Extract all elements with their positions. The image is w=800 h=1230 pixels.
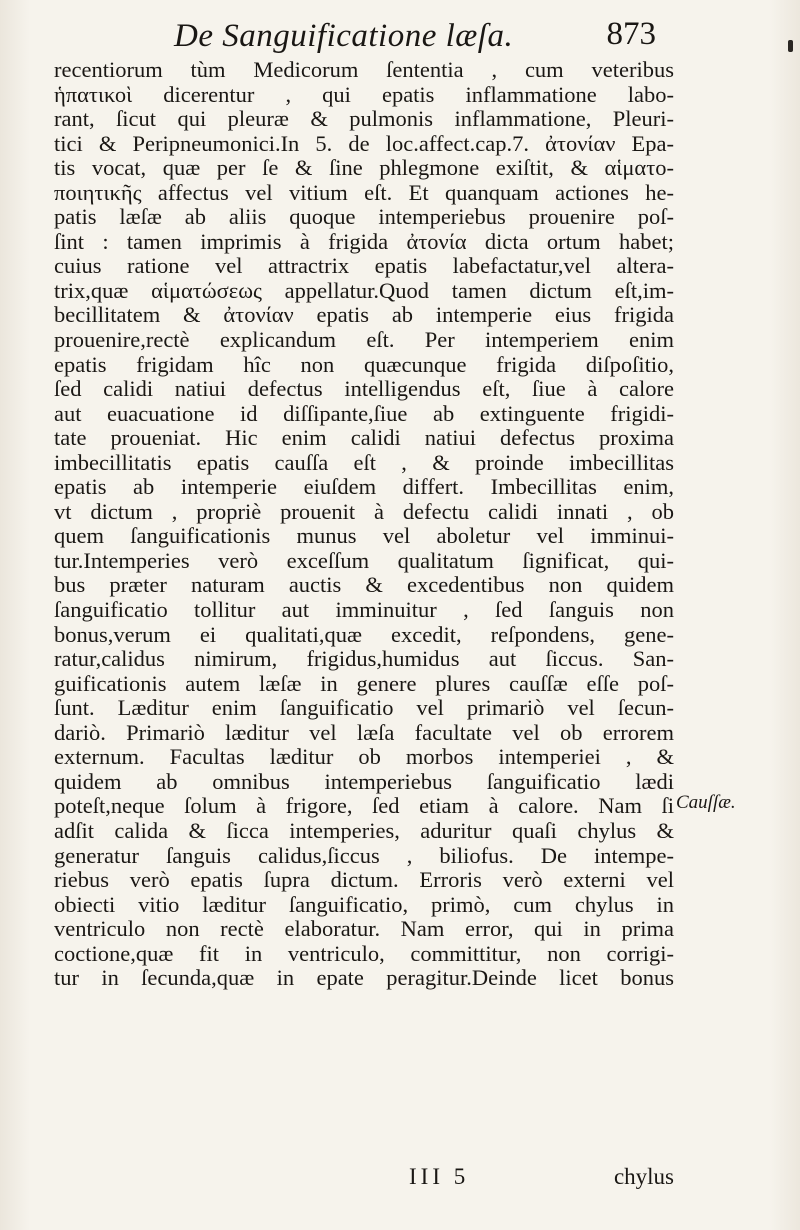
text-line: ποιητικῆς affectus vel vitium eſt. Et quanquam actiones he- bbox=[54, 180, 674, 205]
text-line: patis læſæ ab aliis quoque intemperiebus prouenire poſ- bbox=[54, 205, 674, 230]
text-line: quidem ab omnibus intemperiebus ſanguificatio lædi bbox=[54, 769, 674, 794]
catchword: chylus bbox=[613, 1164, 674, 1189]
text-line: imbecillitatis epatis cauſſa eſt , & proinde imbecillitas bbox=[54, 450, 674, 475]
text-line: bonus,verum ei qualitati,quæ excedit, reſpondens, gene- bbox=[54, 622, 674, 647]
text-line: tis vocat, quæ per ſe & ſine phlegmone exiſtit, & αἱματο- bbox=[54, 156, 674, 181]
text-line: epatis ab intemperie eiuſdem differt. Imbecillitas enim, bbox=[54, 475, 674, 500]
text-line: poteſt,neque ſolum à frigore, ſed etiam à calore. Nam ſi bbox=[54, 794, 674, 819]
text-line: ἡπατικοὶ dicerentur , qui epatis inflammatione labo- bbox=[54, 82, 674, 107]
text-line: cuius ratione vel attractrix epatis labefactatur,vel altera- bbox=[54, 254, 674, 279]
text-line: tate proueniat. Hic enim calidi natiui defectus proxima bbox=[54, 426, 674, 451]
text-line: becillitatem & ἀτονίαν epatis ab intemperie eius frigida bbox=[54, 303, 674, 328]
text-line: bus præter naturam auctis & excedentibus non quidem bbox=[54, 573, 674, 598]
running-title: De Sanguificatione læſa. bbox=[174, 18, 514, 54]
text-line: rant, ſicut qui pleuræ & pulmonis inflammatione, Pleuri- bbox=[54, 107, 674, 132]
text-line: adſit calida & ſicca intemperies, aduritur quaſi chylus & bbox=[54, 818, 674, 843]
text-line: dariò. Primariò læditur vel læſa facultate vel ob errorem bbox=[54, 720, 674, 745]
text-line: ſed calidi natiui defectus intelligendus eſt, ſiue à calore bbox=[54, 377, 674, 402]
text-line: guificationis autem læſæ in genere plures cauſſæ eſſe poſ- bbox=[54, 671, 674, 696]
text-line: ſanguificatio tollitur aut imminuitur , ſed ſanguis non bbox=[54, 598, 674, 623]
text-line: trix,quæ αἱματώσεως appellatur.Quod tamen dictum eſt,im- bbox=[54, 278, 674, 303]
body-text bbox=[54, 58, 674, 991]
text-line: externum. Facultas læditur ob morbos intemperiei , & bbox=[54, 745, 674, 770]
text-line: epatis frigidam hîc non quæcunque frigida diſpoſitio, bbox=[54, 352, 674, 377]
page-header bbox=[56, 14, 656, 58]
page-edge-mark bbox=[788, 40, 793, 52]
text-line: ventriculo non rectè elaboratur. Nam error, qui in prima bbox=[54, 917, 674, 942]
text-line: tici & Peripneumonici.In 5. de loc.affect.cap.7. ἀτονίαν Epa- bbox=[54, 131, 674, 156]
page-number: 873 bbox=[606, 16, 656, 52]
text-line: ſunt. Læditur enim ſanguificatio vel primariò vel ſecun- bbox=[54, 696, 674, 721]
page-footer bbox=[54, 1164, 674, 1194]
text-line: quem ſanguificationis munus vel aboletur vel imminui- bbox=[54, 524, 674, 549]
text-line: vt dictum , propriè prouenit à defectu calidi innati , ob bbox=[54, 499, 674, 524]
text-line: generatur ſanguis calidus,ſiccus , biliofus. De intempe- bbox=[54, 843, 674, 868]
text-line: ratur,calidus nimirum, frigidus,humidus aut ſiccus. San- bbox=[54, 647, 674, 672]
marginal-note: Cauſſæ. bbox=[676, 792, 736, 813]
signature-mark: III 5 bbox=[409, 1164, 470, 1189]
text-line: prouenire,rectè explicandum eſt. Per intemperiem enim bbox=[54, 328, 674, 353]
text-line: riebus verò epatis ſupra dictum. Erroris verò externi vel bbox=[54, 868, 674, 893]
text-line: ſint : tamen imprimis à frigida ἀτονία dicta ortum habet; bbox=[54, 229, 674, 254]
text-line: coctione,quæ fit in ventriculo, committitur, non corrigi- bbox=[54, 941, 674, 966]
text-line: tur.Intemperies verò exceſſum qualitatum ſignificat, qui- bbox=[54, 548, 674, 573]
text-line: aut euacuatione id diſſipante,ſiue ab extinguente frigidi- bbox=[54, 401, 674, 426]
text-line: obiecti vitio læditur ſanguificatio, primò, cum chylus in bbox=[54, 892, 674, 917]
text-line: tur in ſecunda,quæ in epate peragitur.Deinde licet bonus bbox=[54, 966, 674, 991]
text-line: recentiorum tùm Medicorum ſententia , cum veteribus bbox=[54, 58, 674, 82]
